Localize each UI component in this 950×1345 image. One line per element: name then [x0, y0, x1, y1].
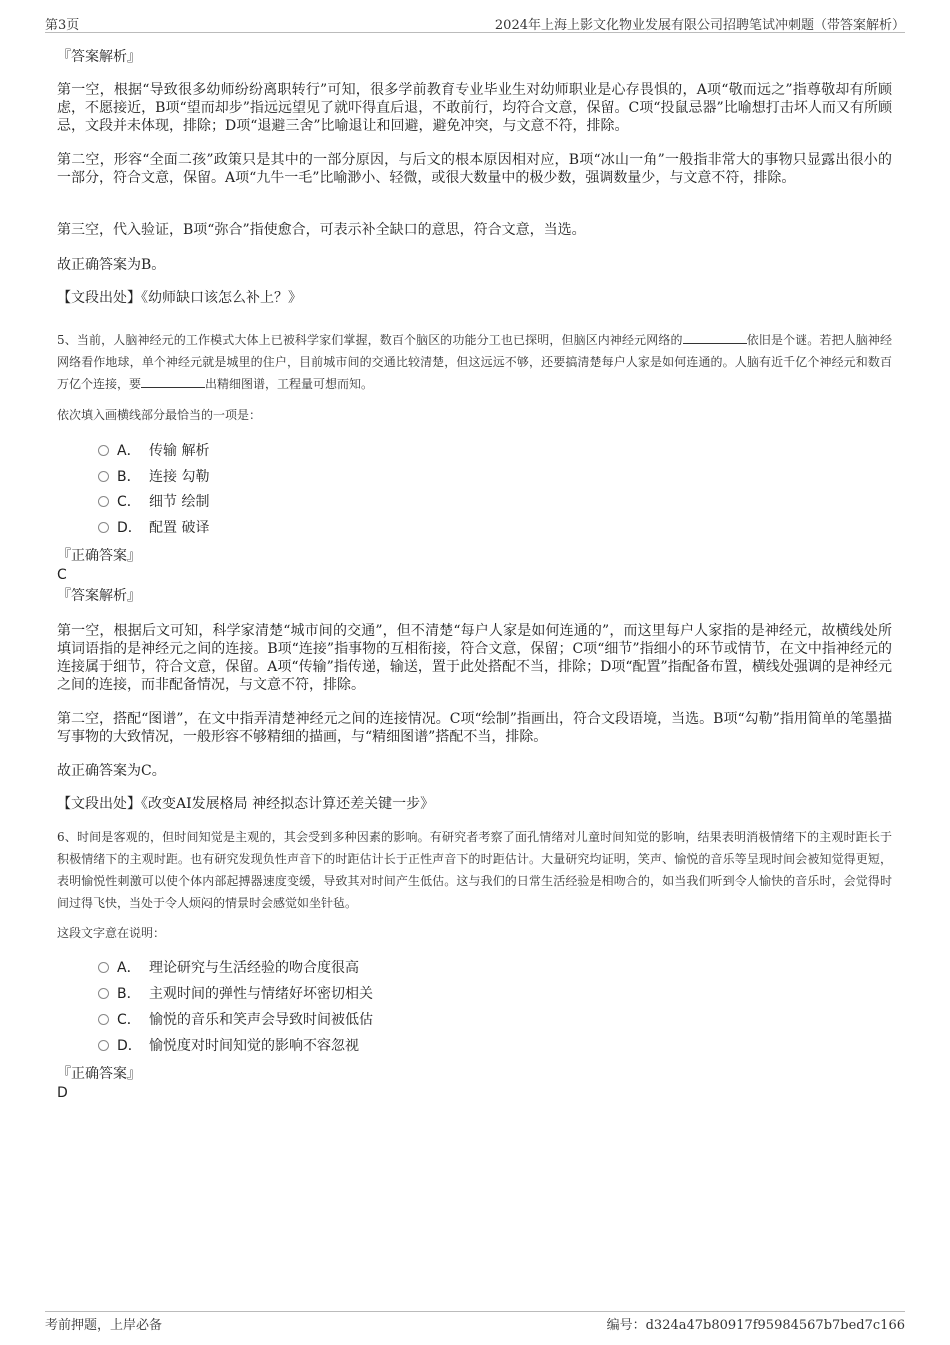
- radio-icon[interactable]: [98, 445, 109, 456]
- q5-question-text: 5、当前，人脑神经元的工作模式大体上已被科学家们掌握，数百个脑区的功能分工也已探明，但脑区内神经元网络的 依旧是个谜。若把人脑神经网络看作地球，单个神经元就是城里的住户，目前城市间的交通比较清楚，但这远远不够，还要搞清楚每户人家是如何连通的。人脑有近千亿个神经元和数百万亿个连接，要 出精细图谱，工程量可想而知。: [57, 333, 892, 391]
- q4-source: 【文段出处】《幼师缺口该怎么补上？》: [57, 290, 302, 306]
- q5-blank-1: [683, 331, 747, 344]
- q6-option-b[interactable]: B． 主观时间的弹性与情绪好坏密切相关: [98, 984, 373, 1004]
- footer-serial: 编号：d324a47b80917f95984567b7bed7c166: [606, 1318, 905, 1333]
- q5-option-b[interactable]: B． 连接 勾勒: [98, 467, 209, 487]
- q6-answer: D: [57, 1085, 68, 1101]
- q5-analysis-para-1: 第一空，根据后文可知，科学家清楚“城市间的交通”，但不清楚“每户人家是如何连通的”，而这里每户人家指的是神经元，故横线处所填词语指的是神经元之间的连接。B项“连接”指事物的互相衔接，符合文意，保留；C项“细节”指细小的环节或情节，在文中指神经元的连接属于细节，符合文意，保留。A项“传输”指传递，输送，置于此处搭配不当，排除；D项“配置”指配备布置，横线处强调的是神经元之间的连接，而非配备情况，与文意不符，排除。: [57, 623, 892, 693]
- q6-prompt: 这段文字意在说明：: [57, 926, 166, 940]
- q5-answer: C: [57, 567, 67, 583]
- q4-analysis-para-1: 第一空，根据“导致很多幼师纷纷离职转行”可知，很多学前教育专业毕业生对幼师职业是心存畏惧的，A项“敬而远之”指尊敬却有所顾虑，不愿接近，B项“望而却步”指远远望见了就吓得直后退，不敢前行，均符合文意，保留。C项“投鼠忌器”比喻想打击坏人而又有所顾忌，文段并未体现，排除；D项“退避三舍”比喻退让和回避，避免冲突，与文意不符，排除。: [57, 82, 892, 134]
- document-title: 2024年上海上影文化物业发展有限公司招聘笔试冲刺题（带答案解析）: [494, 18, 905, 33]
- q5-option-c[interactable]: C． 细节 绘制: [98, 492, 209, 512]
- q5-option-a[interactable]: A． 传输 解析: [98, 441, 209, 461]
- radio-icon[interactable]: [98, 962, 109, 973]
- page-header: [45, 14, 905, 33]
- q4-conclusion: 故正确答案为B。: [57, 257, 166, 273]
- q4-analysis-para-2: 第二空，形容“全面二孩”政策只是其中的一部分原因，与后文的根本原因相对应，B项“冰山一角”一般指非常大的事物只显露出很小的一部分，符合文意，保留。A项“九牛一毛”比喻渺小、轻微，或很大数量中的极少数，强调数量少，与文意不符，排除。: [57, 152, 892, 186]
- q4-analysis-para-3: 第三空，代入验证，B项“弥合”指使愈合，可表示补全缺口的意思，符合文意，当选。: [57, 222, 586, 238]
- radio-icon[interactable]: [98, 988, 109, 999]
- radio-icon[interactable]: [98, 522, 109, 533]
- q6-option-d[interactable]: D． 愉悦度对时间知觉的影响不容忽视: [98, 1036, 359, 1056]
- q5-prompt: 依次填入画横线部分最恰当的一项是：: [57, 408, 262, 422]
- page-number: 第3页: [45, 18, 80, 33]
- q6-option-c[interactable]: C． 愉悦的音乐和笑声会导致时间被低估: [98, 1010, 373, 1030]
- q5-answer-label: 『正确答案』: [57, 548, 141, 564]
- q5-analysis-para-2: 第二空，搭配“图谱”，在文中指弄清楚神经元之间的连接情况。C项“绘制”指画出，符合文段语境，当选。B项“勾勒”指用简单的笔墨描写事物的大致情况，一般形容不够精细的描画，与“精细图谱”搭配不当，排除。: [57, 711, 892, 745]
- q6-option-a[interactable]: A． 理论研究与生活经验的吻合度很高: [98, 958, 359, 978]
- q6-answer-label: 『正确答案』: [57, 1066, 141, 1082]
- q5-conclusion: 故正确答案为C。: [57, 763, 166, 779]
- q4-analysis-label: 『答案解析』: [57, 49, 141, 65]
- page-footer: [45, 1311, 905, 1334]
- radio-icon[interactable]: [98, 1014, 109, 1025]
- radio-icon[interactable]: [98, 496, 109, 507]
- q5-source: 【文段出处】《改变AI发展格局 神经拟态计算还差关键一步》: [57, 796, 435, 812]
- q5-option-d[interactable]: D． 配置 破译: [98, 518, 209, 538]
- radio-icon[interactable]: [98, 1040, 109, 1051]
- q6-question-text: 6、时间是客观的，但时间知觉是主观的，其会受到多种因素的影响。有研究者考察了面孔情绪对儿童时间知觉的影响，结果表明消极情绪下的主观时距长于积极情绪下的主观时距。也有研究发现负性声音下的时距估计长于正性声音下的时距估计。大量研究均证明，笑声、愉悦的音乐等呈现时间会被知觉得更短，表明愉悦性刺激可以使个体内部起搏器速度变缓，导致其对时间产生低估。这与我们的日常生活经验是相吻合的，如当我们听到令人愉快的音乐时，会觉得时间过得飞快，当处于令人烦闷的情景时会感觉如坐针毡。: [57, 830, 892, 910]
- footer-slogan: 考前押题，上岸必备: [45, 1318, 163, 1333]
- q5-analysis-label: 『答案解析』: [57, 588, 141, 604]
- q5-blank-2: [141, 375, 205, 388]
- radio-icon[interactable]: [98, 471, 109, 482]
